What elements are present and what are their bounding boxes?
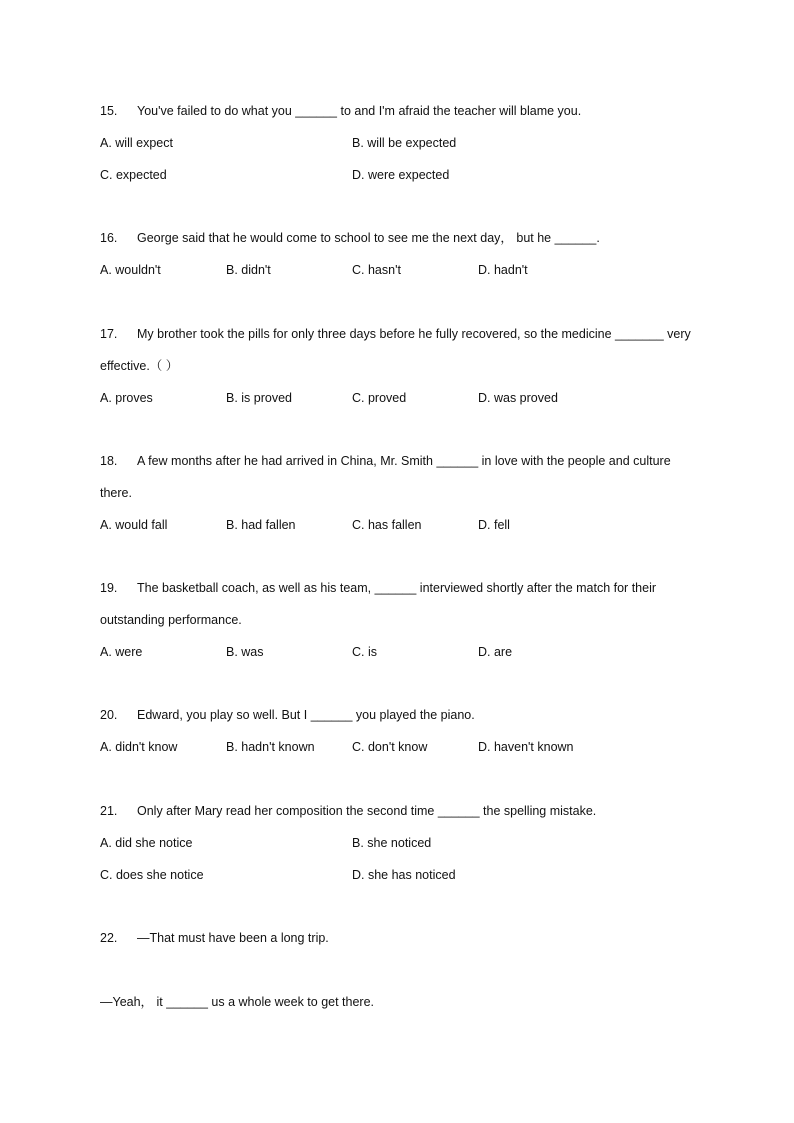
option-c: C. has fallen: [352, 518, 422, 532]
option-c: C. don't know: [352, 740, 428, 754]
option-c: C. does she notice: [100, 868, 204, 882]
question-21: [100, 795, 722, 891]
option-d: D. she has noticed: [352, 868, 456, 882]
question-number: 19.: [100, 581, 118, 595]
question-20: [100, 699, 722, 763]
option-a: A. wouldn't: [100, 263, 161, 277]
option-a: A. proves: [100, 391, 153, 405]
option-b: B. she noticed: [352, 836, 432, 850]
option-b: B. didn't: [226, 263, 271, 277]
option-b: B. was: [226, 645, 264, 659]
question-stem: A few months after he had arrived in China, Mr. Smith ______ in love with the people and culture: [137, 454, 671, 468]
option-d: D. was proved: [478, 391, 558, 405]
question-number: 18.: [100, 454, 118, 468]
option-b: B. will be expected: [352, 136, 457, 150]
question-stem: George said that he would come to school to see me the next day， but he ______.: [137, 231, 600, 245]
question-number: 21.: [100, 804, 118, 818]
option-d: D. fell: [478, 518, 510, 532]
question-stem-continued: effective.（ ）: [100, 359, 179, 373]
question-number: 15.: [100, 104, 118, 118]
question-stem-continued: outstanding performance.: [100, 613, 242, 627]
question-number: 16.: [100, 231, 118, 245]
question-22: [100, 922, 722, 954]
question-number: 20.: [100, 708, 118, 722]
question-stem: Edward, you play so well. But I ______ you played the piano.: [137, 708, 475, 722]
question-18: [100, 445, 722, 541]
question-15: [100, 95, 722, 191]
question-19: [100, 572, 722, 668]
question-stem: —That must have been a long trip.: [137, 931, 329, 945]
option-c: C. is: [352, 645, 377, 659]
question-number: 22.: [100, 931, 118, 945]
option-a: A. will expect: [100, 136, 173, 150]
dialogue-reply: —Yeah， it ______ us a whole week to get there.: [100, 995, 375, 1009]
option-c: C. hasn't: [352, 263, 401, 277]
option-b: B. had fallen: [226, 518, 296, 532]
option-d: D. haven't known: [478, 740, 574, 754]
option-d: D. were expected: [352, 168, 450, 182]
question-16: [100, 222, 722, 286]
question-stem: My brother took the pills for only three days before he fully recovered, so the medicine _______ very: [137, 327, 691, 341]
question-17: [100, 318, 722, 414]
option-a: A. didn't know: [100, 740, 178, 754]
option-a: A. were: [100, 645, 143, 659]
question-stem: Only after Mary read her composition the second time ______ the spelling mistake.: [137, 804, 597, 818]
question-stem-continued: there.: [100, 486, 132, 500]
option-d: D. are: [478, 645, 513, 659]
option-a: A. did she notice: [100, 836, 193, 850]
question-stem: You've failed to do what you ______ to and I'm afraid the teacher will blame you.: [137, 104, 582, 118]
option-d: D. hadn't: [478, 263, 528, 277]
option-b: B. is proved: [226, 391, 293, 405]
option-b: B. hadn't known: [226, 740, 315, 754]
option-c: C. proved: [352, 391, 407, 405]
question-stem: The basketball coach, as well as his team, ______ interviewed shortly after the match for their: [137, 581, 657, 595]
question-number: 17.: [100, 327, 118, 341]
option-a: A. would fall: [100, 518, 168, 532]
option-c: C. expected: [100, 168, 167, 182]
